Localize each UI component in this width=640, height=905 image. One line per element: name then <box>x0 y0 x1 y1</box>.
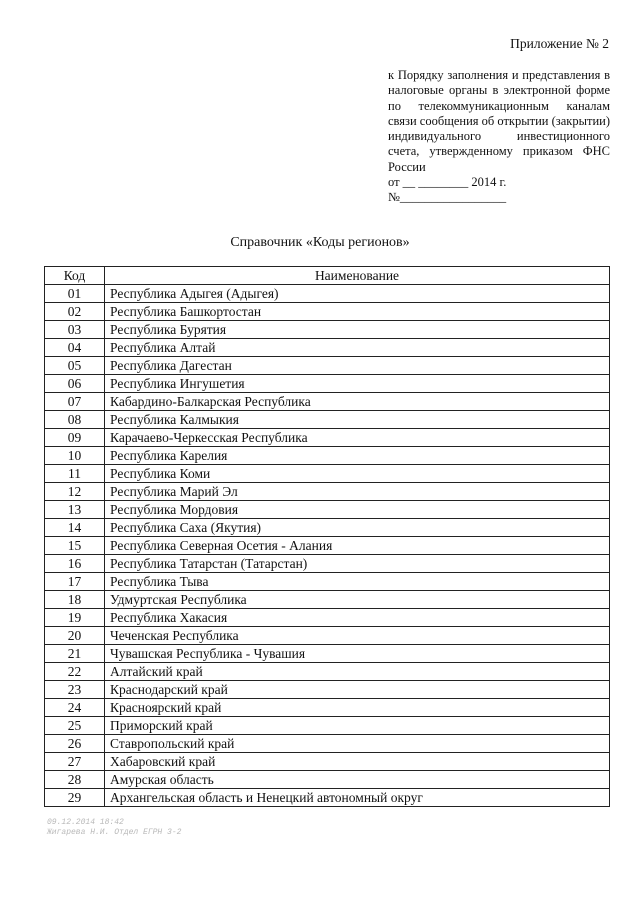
region-code-cell: 01 <box>45 285 105 303</box>
region-code-cell: 28 <box>45 771 105 789</box>
region-code-cell: 13 <box>45 501 105 519</box>
region-name-cell: Чувашская Республика - Чувашия <box>105 645 610 663</box>
region-code-cell: 04 <box>45 339 105 357</box>
region-name-cell: Ставропольский край <box>105 735 610 753</box>
region-name-cell: Карачаево-Черкесская Республика <box>105 429 610 447</box>
region-name-cell: Республика Калмыкия <box>105 411 610 429</box>
table-row <box>45 357 610 375</box>
table-row <box>45 735 610 753</box>
region-code-cell: 27 <box>45 753 105 771</box>
table-row <box>45 429 610 447</box>
table-row <box>45 627 610 645</box>
region-name-cell: Республика Мордовия <box>105 501 610 519</box>
appendix-number: Приложение № 2 <box>510 36 609 51</box>
table-row <box>45 465 610 483</box>
region-code-cell: 07 <box>45 393 105 411</box>
region-code-cell: 15 <box>45 537 105 555</box>
region-name-cell: Республика Северная Осетия - Алания <box>105 537 610 555</box>
region-code-cell: 05 <box>45 357 105 375</box>
table-row <box>45 447 610 465</box>
table-row <box>45 573 610 591</box>
region-code-cell: 26 <box>45 735 105 753</box>
region-name-cell: Архангельская область и Ненецкий автономный округ <box>105 789 610 807</box>
table-row <box>45 303 610 321</box>
approval-text: к Порядку заполнения и представления в налоговые органы в электронной форме по телекоммуникационным каналам связи сообщения об открытии (закрытии) индивидуального инвестиционного счета, утвержденному приказом ФНС России <box>388 68 610 174</box>
table-row <box>45 753 610 771</box>
region-codes-table <box>44 266 610 807</box>
table-row <box>45 519 610 537</box>
table-row <box>45 537 610 555</box>
region-code-cell: 22 <box>45 663 105 681</box>
table-row <box>45 555 610 573</box>
region-name-cell: Краснодарский край <box>105 681 610 699</box>
region-code-cell: 21 <box>45 645 105 663</box>
region-code-cell: 03 <box>45 321 105 339</box>
table-row <box>45 681 610 699</box>
region-code-cell: 14 <box>45 519 105 537</box>
region-name-cell: Удмуртская Республика <box>105 591 610 609</box>
table-body <box>45 285 610 807</box>
document-title: Справочник «Коды регионов» <box>230 235 410 250</box>
region-name-cell: Республика Коми <box>105 465 610 483</box>
region-name-cell: Республика Бурятия <box>105 321 610 339</box>
region-code-cell: 12 <box>45 483 105 501</box>
region-name-cell: Алтайский край <box>105 663 610 681</box>
region-code-cell: 08 <box>45 411 105 429</box>
region-code-cell: 11 <box>45 465 105 483</box>
region-code-cell: 06 <box>45 375 105 393</box>
region-name-cell: Приморский край <box>105 717 610 735</box>
region-name-cell: Республика Саха (Якутия) <box>105 519 610 537</box>
region-name-cell: Хабаровский край <box>105 753 610 771</box>
table-row <box>45 285 610 303</box>
region-name-cell: Республика Дагестан <box>105 357 610 375</box>
region-name-cell: Кабардино-Балкарская Республика <box>105 393 610 411</box>
table-row <box>45 321 610 339</box>
region-code-cell: 19 <box>45 609 105 627</box>
region-name-cell: Республика Карелия <box>105 447 610 465</box>
region-name-cell: Амурская область <box>105 771 610 789</box>
table-row <box>45 717 610 735</box>
table-row <box>45 501 610 519</box>
region-code-cell: 20 <box>45 627 105 645</box>
region-code-cell: 09 <box>45 429 105 447</box>
approval-block <box>388 68 610 206</box>
region-name-cell: Республика Хакасия <box>105 609 610 627</box>
region-code-cell: 18 <box>45 591 105 609</box>
stamp-operator: Жигарева Н.И. Отдел ЕГРН 3-2 <box>47 828 182 837</box>
table-row <box>45 609 610 627</box>
region-name-cell: Чеченская Республика <box>105 627 610 645</box>
table-row <box>45 411 610 429</box>
region-name-cell: Республика Марий Эл <box>105 483 610 501</box>
table-row <box>45 483 610 501</box>
table-row <box>45 663 610 681</box>
column-header-code: Код <box>45 267 105 285</box>
region-name-cell: Республика Тыва <box>105 573 610 591</box>
region-code-cell: 10 <box>45 447 105 465</box>
region-code-cell: 29 <box>45 789 105 807</box>
approval-number: №_________________ <box>388 190 507 205</box>
table-row <box>45 771 610 789</box>
print-stamp <box>47 818 181 838</box>
region-name-cell: Республика Ингушетия <box>105 375 610 393</box>
region-name-cell: Республика Башкортостан <box>105 303 610 321</box>
table-header-row <box>45 267 610 285</box>
table-row <box>45 699 610 717</box>
table-row <box>45 375 610 393</box>
stamp-datetime: 09.12.2014 18:42 <box>47 818 124 827</box>
region-name-cell: Республика Алтай <box>105 339 610 357</box>
region-code-cell: 16 <box>45 555 105 573</box>
table-row <box>45 339 610 357</box>
region-name-cell: Республика Адыгея (Адыгея) <box>105 285 610 303</box>
region-code-cell: 17 <box>45 573 105 591</box>
approval-date: от __ ________ 2014 г. <box>388 175 507 190</box>
region-name-cell: Красноярский край <box>105 699 610 717</box>
table-row <box>45 393 610 411</box>
region-code-cell: 02 <box>45 303 105 321</box>
column-header-name: Наименование <box>105 267 610 285</box>
table-row <box>45 645 610 663</box>
table-row <box>45 789 610 807</box>
region-code-cell: 23 <box>45 681 105 699</box>
table-row <box>45 591 610 609</box>
region-name-cell: Республика Татарстан (Татарстан) <box>105 555 610 573</box>
region-code-cell: 24 <box>45 699 105 717</box>
region-code-cell: 25 <box>45 717 105 735</box>
